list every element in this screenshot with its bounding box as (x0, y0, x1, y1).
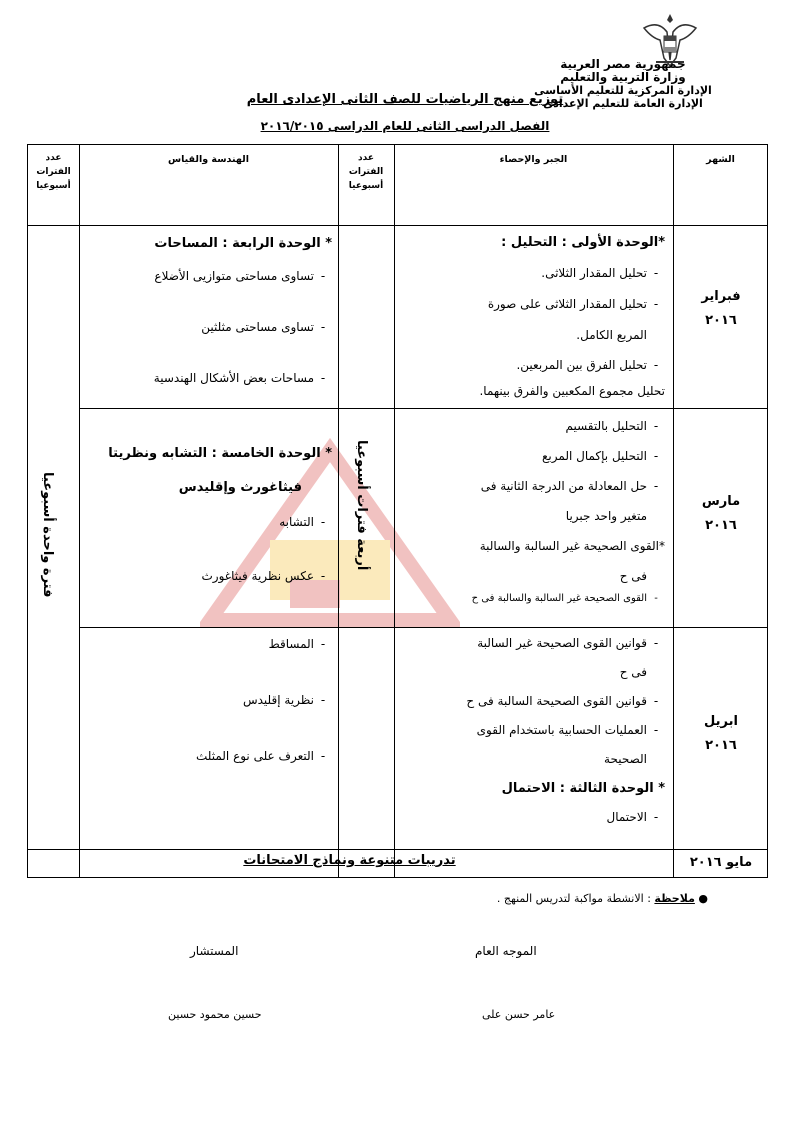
geometry-periods-label: فترة واحدة أسبوعيا (40, 472, 55, 598)
may-exams-text: تدريبات متنوعة ونماذج الامتحانات (243, 853, 456, 868)
document-title: توزيع منهج الرياضيات للصف الثانى الإعدادى العام (246, 92, 564, 107)
geometry-march: * الوحدة الخامسة : التشابه ونظريتا فيثاغورث وإقليدس -التشابه -عكس نظرية فيثاغورث (82, 437, 332, 593)
list-item: التحليل بإكمال المربع (542, 449, 647, 463)
geometry-unit-5a: * الوحدة الخامسة : التشابه ونظريتا (108, 446, 332, 461)
algebra-april: -قوانين القوى الصحيحة غير السالبة فى ح -قوانين القوى الصحيحة السالبة فى ح -العمليات الحسابية باستخدام القوى الصحيحة * الوحدة الثالثة : الاحتمال -الاحتمال (395, 629, 665, 832)
list-item: التشابه (279, 515, 314, 529)
note-label: ملاحظة (654, 892, 695, 905)
list-item: عكس نظرية فيثاغورث (201, 569, 314, 583)
algebra-unit-1: *الوحدة الأولى : التحليل : (501, 235, 665, 250)
list-item: العمليات الحسابية باستخدام القوى (476, 723, 647, 737)
header-periods-b: عدد الفترات أسبوعيا (36, 153, 71, 191)
list-item: قوانين القوى الصحيحة السالبة فى ح (466, 694, 647, 708)
algebra-february: *الوحدة الأولى : التحليل : -تحليل المقدار الثلاثى. -تحليل المقدار الثلاثى على صورة المربع الكامل. -تحليل الفرق بين المربعين. تحليل مجموع المكعبين والفرق بينهما. (395, 227, 665, 403)
geometry-unit-4: * الوحدة الرابعة : المساحات (154, 236, 332, 251)
month-march: مارس ٢٠١٦ (701, 494, 741, 533)
note (497, 892, 708, 905)
geometry-unit-5b: فيثاغورث وإقليدس (178, 480, 302, 495)
ministry-line-2: وزارة التربية والتعليم (560, 70, 686, 84)
month-may: مايو ٢٠١٦ (689, 855, 753, 870)
list-item: التعرف على نوع المثلث (195, 749, 314, 763)
list-item: المربع الكامل. (576, 328, 647, 342)
advisor-title: المستشار (190, 944, 239, 958)
geometry-april: -المساقط -نظرية إقليدس -التعرف على نوع المثلث (195, 637, 326, 763)
list-item: قوانين القوى الصحيحة غير السالبة (477, 636, 647, 650)
list-item: تحليل مجموع المكعبين والفرق بينهما. (479, 384, 665, 398)
supervisor-title: الموجه العام (475, 944, 537, 958)
curriculum-table (27, 144, 768, 878)
header-month: الشهر (706, 154, 735, 165)
supervisor-name: عامر حسن على (482, 1008, 556, 1021)
algebra-unit-3: * الوحدة الثالثة : الاحتمال (501, 781, 665, 796)
algebra-periods-label: أربعة فترات أسبوعيا (354, 439, 369, 571)
list-item: فى ح (619, 665, 647, 679)
list-item: القوى الصحيحة غير السالبة والسالبة فى ح (471, 593, 647, 604)
header-geometry: الهندسة والقياس (168, 154, 249, 165)
list-item: التحليل بالتقسيم (565, 419, 647, 433)
advisor-name: حسين محمود حسين (168, 1008, 262, 1021)
algebra-march: -التحليل بالتقسيم -التحليل بإكمال المربع -حل المعادلة من الدرجة الثانية فى متغير واحد جبريا *القوى الصحيحة غير السالبة والسالبة فى ح -القوى الصحيحة غير السالبة والسالبة فى ح (471, 419, 665, 604)
header-periods-a: عدد الفترات أسبوعيا (348, 153, 384, 191)
header-algebra: الجبر والإحصاء (499, 154, 568, 165)
list-item: حل المعادلة من الدرجة الثانية فى (480, 479, 647, 493)
list-item: تحليل الفرق بين المربعين. (516, 358, 647, 372)
geometry-february: * الوحدة الرابعة : المساحات -تساوى مساحتى متوازيى الأضلاع -تساوى مساحتى مثلثين -مساحات بعض الأشكال الهندسية (82, 227, 332, 395)
list-item: الصحيحة (604, 752, 647, 766)
list-item: متغير واحد جبريا (565, 509, 647, 523)
ministry-line-4: الإدارة العامة للتعليم الإعدادى (543, 97, 703, 110)
month-april: ابريل ٢٠١٦ (704, 714, 738, 753)
list-item: تحليل المقدار الثلاثى على صورة (487, 297, 647, 311)
ministry-line-3: الإدارة المركزية للتعليم الأساسى (534, 84, 712, 97)
list-item: المساقط (268, 637, 314, 651)
list-item: تساوى مساحتى متوازيى الأضلاع (154, 269, 314, 283)
document-subtitle: الفصل الدراسى الثانى للعام الدراسى ٢٠١٦/٢٠١٥ (260, 119, 550, 133)
note-text: : الانشطة مواكبة لتدريس المنهج . (496, 892, 651, 905)
list-item: *القوى الصحيحة غير السالبة والسالبة (479, 539, 665, 553)
list-item: تساوى مساحتى مثلثين (201, 320, 314, 334)
list-item: الاحتمال (606, 810, 647, 824)
list-item: فى ح (619, 569, 647, 583)
ministry-line-1: جمهورية مصر العربية (560, 57, 686, 71)
list-item: تحليل المقدار الثلاثى. (541, 266, 647, 280)
bullet-icon: ● (698, 892, 708, 905)
month-february: فبراير ٢٠١٦ (701, 289, 741, 328)
list-item: نظرية إقليدس (242, 693, 314, 707)
list-item: مساحات بعض الأشكال الهندسية (153, 371, 314, 385)
